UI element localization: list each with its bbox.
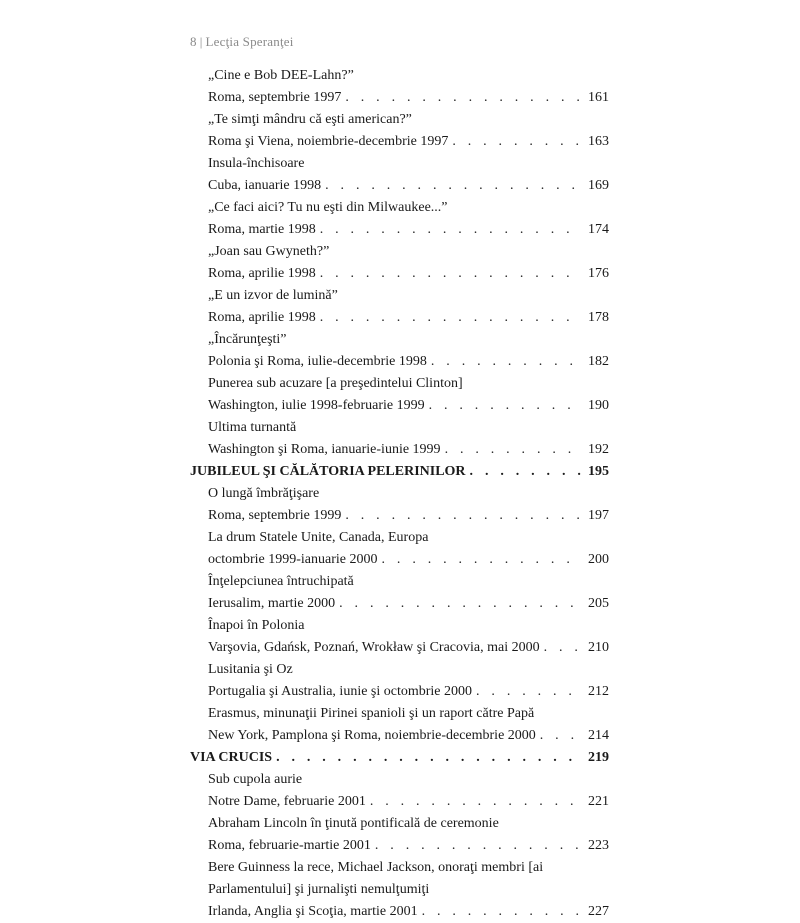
toc-entry-title: Polonia şi Roma, iulie-decembrie 1998 xyxy=(208,354,427,369)
toc-entry-row xyxy=(208,901,609,923)
toc-entry xyxy=(190,813,609,835)
toc-entry-row xyxy=(208,395,609,417)
toc-entry xyxy=(190,835,609,857)
toc-leader-dots xyxy=(544,637,581,659)
toc-page-number: 210 xyxy=(588,640,609,655)
toc-entry-row xyxy=(208,835,609,857)
toc-entry-row xyxy=(208,263,609,285)
toc-entry xyxy=(190,791,609,813)
toc-entry-title: Washington, iulie 1998-februarie 1999 xyxy=(208,398,425,413)
toc-entry-title: octombrie 1999-ianuarie 2000 xyxy=(208,552,378,567)
toc-entry-title: Erasmus, minunaţii Pirinei spanioli şi un raport către Papă xyxy=(208,706,535,721)
toc-entry xyxy=(190,857,609,879)
toc-entry-title: Cuba, ianuarie 1998 xyxy=(208,178,322,193)
toc-entry xyxy=(190,131,609,153)
toc-entry-title: Ierusalim, martie 2000 xyxy=(208,596,336,611)
toc-entry-title: Notre Dame, februarie 2001 xyxy=(208,794,366,809)
toc-entry-title: La drum Statele Unite, Canada, Europa xyxy=(208,530,429,545)
toc-entry-row xyxy=(190,461,609,483)
toc-entry xyxy=(190,615,609,637)
toc-entry xyxy=(190,593,609,615)
toc-entry-title: Ultima turnantă xyxy=(208,420,297,435)
header-separator: | xyxy=(199,34,203,49)
toc-entry-title: „E un izvor de lumină” xyxy=(208,288,338,303)
toc-leader-dots xyxy=(320,263,581,285)
toc-page-number: 200 xyxy=(588,552,609,567)
toc-leader-dots xyxy=(345,505,581,527)
toc-entry-row xyxy=(208,351,609,373)
toc-entry-title: Irlanda, Anglia şi Scoţia, martie 2001 xyxy=(208,904,418,919)
toc-entry xyxy=(190,571,609,593)
toc-entry xyxy=(190,417,609,439)
table-of-contents xyxy=(190,65,609,923)
toc-leader-dots xyxy=(431,351,581,373)
toc-entry-title: Roma, februarie-martie 2001 xyxy=(208,838,371,853)
toc-entry-row xyxy=(208,307,609,329)
toc-entry xyxy=(190,879,609,901)
toc-entry xyxy=(190,65,609,87)
toc-entry-title: Roma şi Viena, noiembrie-decembrie 1997 xyxy=(208,134,449,149)
toc-entry-title: Înţelepciunea întruchipată xyxy=(208,574,354,589)
toc-entry-row xyxy=(208,505,609,527)
running-head xyxy=(190,34,294,50)
toc-page-number: 212 xyxy=(588,684,609,699)
toc-page-number: 178 xyxy=(588,310,609,325)
toc-entry-row xyxy=(208,131,609,153)
toc-entry xyxy=(190,527,609,549)
toc-entry-title: Roma, martie 1998 xyxy=(208,222,316,237)
toc-page-number: 223 xyxy=(588,838,609,853)
toc-entry xyxy=(190,241,609,263)
toc-entry xyxy=(190,395,609,417)
toc-entry-title: „Încărunţeşti” xyxy=(208,332,287,347)
toc-leader-dots xyxy=(345,87,581,109)
toc-entry xyxy=(190,483,609,505)
toc-entry-title: VIA CRUCIS xyxy=(190,750,273,765)
toc-entry-row xyxy=(208,637,609,659)
toc-entry-title: Portugalia şi Australia, iunie şi octombrie 2000 xyxy=(208,684,473,699)
toc-page-number: 174 xyxy=(588,222,609,237)
toc-leader-dots xyxy=(382,549,581,571)
toc-entry xyxy=(190,285,609,307)
toc-entry-row xyxy=(208,175,609,197)
toc-entry xyxy=(190,659,609,681)
toc-leader-dots xyxy=(325,175,581,197)
toc-entry xyxy=(190,351,609,373)
toc-entry-title: „Ce faci aici? Tu nu eşti din Milwaukee...” xyxy=(208,200,448,215)
page-number: 8 xyxy=(190,34,197,49)
toc-entry xyxy=(190,263,609,285)
toc-entry xyxy=(190,373,609,395)
toc-page-number: 182 xyxy=(588,354,609,369)
toc-entry xyxy=(190,197,609,219)
toc-leader-dots xyxy=(339,593,581,615)
toc-page-number: 192 xyxy=(588,442,609,457)
toc-entry xyxy=(190,307,609,329)
toc-leader-dots xyxy=(476,681,581,703)
toc-entry-title: Parlamentului] şi jurnalişti nemulţumiţi xyxy=(208,882,430,897)
toc-page-number: 205 xyxy=(588,596,609,611)
toc-leader-dots xyxy=(540,725,581,747)
toc-entry-row xyxy=(208,549,609,571)
toc-entry-title: New York, Pamplona şi Roma, noiembrie-decembrie 2000 xyxy=(208,728,536,743)
toc-page-number: 176 xyxy=(588,266,609,281)
toc-leader-dots xyxy=(276,747,581,769)
toc-entry xyxy=(190,109,609,131)
toc-page-number: 214 xyxy=(588,728,609,743)
toc-entry-title: „Cine e Bob DEE-Lahn?” xyxy=(208,68,354,83)
toc-entry-row xyxy=(208,87,609,109)
toc-entry-title: Roma, septembrie 1997 xyxy=(208,90,342,105)
toc-entry-title: Washington şi Roma, ianuarie-iunie 1999 xyxy=(208,442,441,457)
toc-page-number: 197 xyxy=(588,508,609,523)
toc-entry xyxy=(190,329,609,351)
toc-leader-dots xyxy=(445,439,581,461)
toc-leader-dots xyxy=(470,461,581,483)
toc-leader-dots xyxy=(320,219,581,241)
toc-entry xyxy=(190,901,609,923)
toc-leader-dots xyxy=(422,901,581,923)
toc-entry xyxy=(190,637,609,659)
toc-page-number: 221 xyxy=(588,794,609,809)
toc-entry-title: Roma, septembrie 1999 xyxy=(208,508,342,523)
toc-leader-dots xyxy=(370,791,581,813)
toc-entry xyxy=(190,219,609,241)
toc-entry-title: „Joan sau Gwyneth?” xyxy=(208,244,330,259)
toc-entry-title: JUBILEUL ŞI CĂLĂTORIA PELERINILOR xyxy=(190,464,466,479)
toc-entry-title: Abraham Lincoln în ţinută pontificală de ceremonie xyxy=(208,816,499,831)
toc-entry xyxy=(190,725,609,747)
toc-entry-title: Roma, aprilie 1998 xyxy=(208,266,316,281)
toc-entry-row xyxy=(208,681,609,703)
toc-leader-dots xyxy=(375,835,581,857)
toc-leader-dots xyxy=(320,307,581,329)
toc-page-number: 161 xyxy=(588,90,609,105)
toc-entry-row xyxy=(208,439,609,461)
toc-entry-title: „Te simţi mândru că eşti american?” xyxy=(208,112,412,127)
toc-page-number: 169 xyxy=(588,178,609,193)
toc-entry-title: Punerea sub acuzare [a preşedintelui Clinton] xyxy=(208,376,463,391)
toc-section-heading xyxy=(190,461,609,483)
toc-entry-title: O lungă îmbrăţişare xyxy=(208,486,320,501)
toc-leader-dots xyxy=(429,395,581,417)
toc-page-number: 195 xyxy=(588,464,609,479)
toc-entry xyxy=(190,175,609,197)
toc-section-heading xyxy=(190,747,609,769)
toc-entry xyxy=(190,769,609,791)
toc-page-number: 163 xyxy=(588,134,609,149)
toc-entry-row xyxy=(208,593,609,615)
toc-entry-title: Roma, aprilie 1998 xyxy=(208,310,316,325)
toc-entry-title: Insula-închisoare xyxy=(208,156,305,171)
toc-entry-title: Înapoi în Polonia xyxy=(208,618,305,633)
toc-entry-row xyxy=(208,791,609,813)
toc-entry xyxy=(190,681,609,703)
toc-entry xyxy=(190,549,609,571)
toc-entry xyxy=(190,153,609,175)
toc-entry-row xyxy=(208,219,609,241)
toc-entry-title: Sub cupola aurie xyxy=(208,772,303,787)
toc-page-number: 219 xyxy=(588,750,609,765)
toc-entry xyxy=(190,439,609,461)
toc-entry-row xyxy=(190,747,609,769)
toc-entry-title: Bere Guinness la rece, Michael Jackson, onoraţi membri [ai xyxy=(208,860,544,875)
toc-entry xyxy=(190,87,609,109)
toc-entry-row xyxy=(208,725,609,747)
toc-entry-title: Lusitania şi Oz xyxy=(208,662,293,677)
toc-entry-title: Varşovia, Gdańsk, Poznań, Wrokław şi Cracovia, mai 2000 xyxy=(208,640,540,655)
toc-page-number: 190 xyxy=(588,398,609,413)
toc-page-number: 227 xyxy=(588,904,609,919)
toc-leader-dots xyxy=(452,131,581,153)
toc-entry xyxy=(190,505,609,527)
book-title: Lecţia Speranţei xyxy=(205,34,294,49)
toc-entry xyxy=(190,703,609,725)
